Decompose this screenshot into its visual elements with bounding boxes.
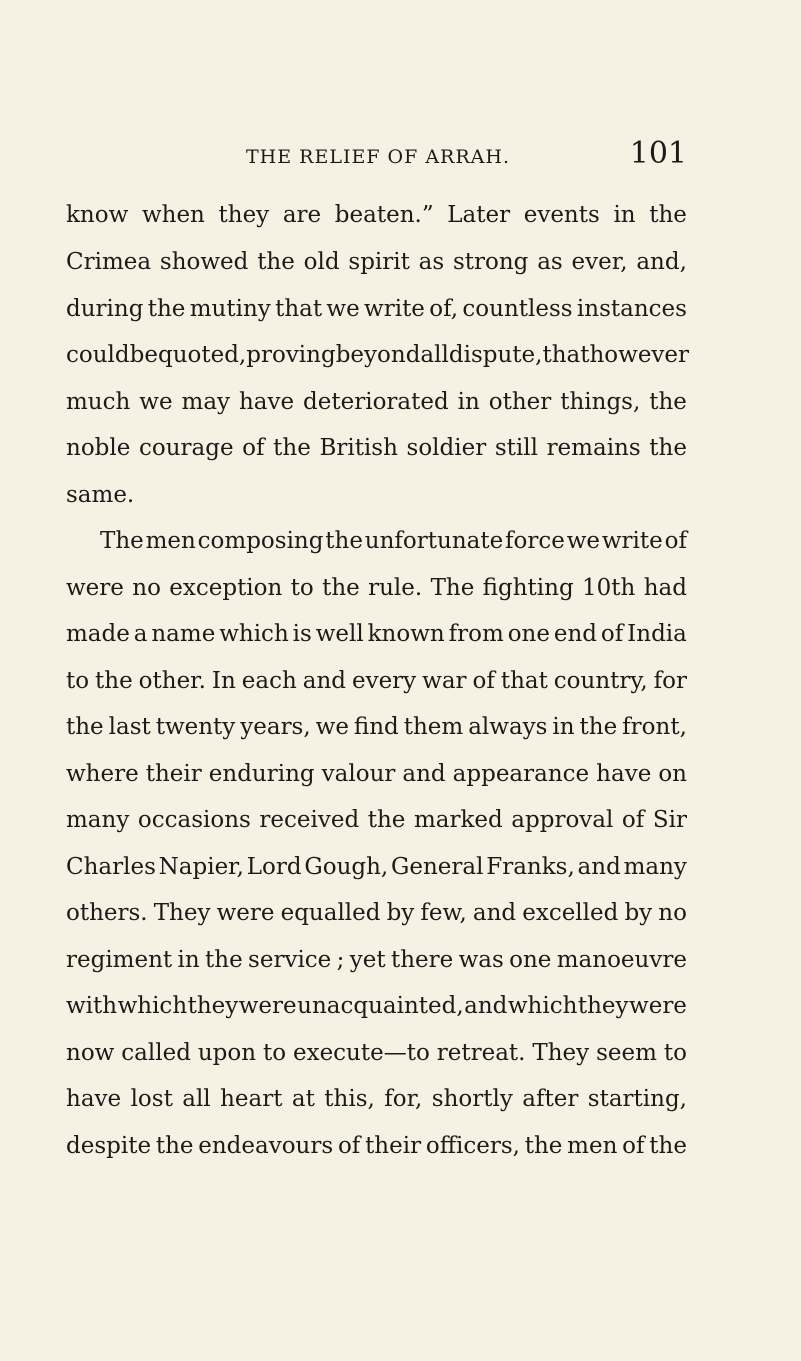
word: to [290,575,314,601]
text-line [66,296,687,340]
word: endeavours [198,1133,334,1159]
text-line [66,389,687,433]
word: dispute, [448,342,543,368]
word: men [567,1133,618,1159]
word: old [303,249,340,275]
word: regiment [66,947,173,973]
word: unfortunate [364,528,504,554]
word: in [552,714,575,740]
word: the [524,1133,563,1159]
word: were [238,993,297,1019]
word: unacquainted, [297,993,464,1019]
word: country, [553,668,648,694]
text-line [66,249,687,293]
word: Franks, [486,854,575,880]
word: despite [66,1133,152,1159]
word: showed [159,249,249,275]
text-line [66,947,687,991]
word: years, [240,714,311,740]
word: of [664,528,687,554]
word: yet [349,947,386,973]
word: General [391,854,484,880]
word: of [600,621,624,647]
word: of [337,1133,361,1159]
word: Crimea [66,249,152,275]
word: have [238,389,295,415]
word: on [658,761,687,787]
word: exception [169,575,283,601]
word: when [141,202,205,228]
word: for, [384,1086,423,1112]
word: the [66,714,104,740]
word: to [262,1040,287,1066]
word: and [302,668,347,694]
word: have [66,1086,122,1112]
word: deteriorated [303,389,449,415]
word: of, [429,296,459,322]
word: we [315,714,349,740]
word: strong [452,249,529,275]
word: that [275,296,323,322]
paragraph-start-line [100,528,687,572]
word: war [422,668,467,694]
text-line [66,1086,687,1130]
word: known [367,621,445,647]
word: ; [336,947,345,973]
word: the [367,807,406,833]
word: others. [66,900,148,926]
word: spirit [348,249,410,275]
word: and [577,854,621,880]
word: force [505,528,565,554]
word: end [553,621,598,647]
word: by [624,900,653,926]
word: and [402,761,446,787]
word: in [177,947,200,973]
word: to [66,668,90,694]
word: many [66,807,130,833]
word: noble [66,435,131,461]
word: many [623,854,687,880]
word: where [66,761,139,787]
word: British [319,435,398,461]
word: for [653,668,687,694]
word: marked [413,807,503,833]
page-header [66,136,687,180]
word: were [66,575,124,601]
word: which [117,993,188,1019]
word: the [649,1133,687,1159]
word: the [649,389,687,415]
word: had [643,575,687,601]
word: equalled [280,900,381,926]
text-line [66,761,687,805]
word: approval [511,807,614,833]
word: seem [596,1040,657,1066]
word: we [566,528,601,554]
word: the [649,202,687,228]
word: called [121,1040,191,1066]
text-line [66,202,687,246]
word: enduring [208,761,315,787]
word: events [523,202,600,228]
word: there [390,947,454,973]
word: could [66,342,130,368]
word: their [365,1133,422,1159]
word: occasions [137,807,251,833]
text-line [66,1040,687,1084]
text-line [66,854,687,898]
text-line [66,482,687,526]
word: now [66,1040,115,1066]
word: The [100,528,144,554]
word: Gough, [304,854,389,880]
word: beaten.” [334,202,434,228]
word: manoeuvre [556,947,687,973]
word: in [457,389,480,415]
word: by [386,900,415,926]
word: of [472,668,495,694]
word: They [532,1040,590,1066]
word: that [500,668,548,694]
word: excelled [522,900,619,926]
word: as [418,249,445,275]
word: countless [462,296,573,322]
text-line [66,714,687,758]
text-line [66,435,687,479]
word: service [248,947,332,973]
word: this, [324,1086,375,1112]
word: lost [130,1086,173,1112]
word: beyond [335,342,421,368]
word: well [315,621,364,647]
running-head: THE RELIEF OF ARRAH. [246,146,511,168]
word: of [621,807,645,833]
word: each [241,668,297,694]
word: have [596,761,652,787]
word: the [95,668,133,694]
word: of [242,435,265,461]
word: the [155,1133,194,1159]
word: shortly [431,1086,513,1112]
word: during [66,296,144,322]
word: They [153,900,211,926]
word: which [507,993,578,1019]
word: with [66,993,118,1019]
page-number: 101 [629,136,687,171]
text-line [66,900,687,944]
word: fighting [482,575,574,601]
word: the [325,528,363,554]
word: other [488,389,552,415]
word: upon [197,1040,257,1066]
word: and, [636,249,687,275]
word: the [579,714,618,740]
word: front, [622,714,687,740]
word: to [663,1040,687,1066]
word: soldier [406,435,487,461]
word: name [151,621,216,647]
word: officers, [425,1133,520,1159]
word: Napier, [158,854,244,880]
word: their [145,761,202,787]
word: and [464,993,508,1019]
text-line [66,575,687,619]
word: the [147,296,186,322]
word: was [458,947,504,973]
word: heart [220,1086,283,1112]
word: received [259,807,360,833]
word: in [613,202,636,228]
text-line [66,1133,687,1177]
word: them [403,714,464,740]
word: are [282,202,322,228]
word: much [66,389,131,415]
word: find [353,714,399,740]
word: still [494,435,538,461]
word: The [430,575,475,601]
word: 10th [582,575,636,601]
word: proving [246,342,336,368]
word: of [622,1133,645,1159]
word: Lord [246,854,302,880]
word: In [211,668,236,694]
word: starting, [587,1086,687,1112]
word: they [218,202,270,228]
word: the [649,435,687,461]
word: always [468,714,548,740]
word: a [133,621,148,647]
word: the [322,575,360,601]
word: no [658,900,687,926]
word: things, [560,389,641,415]
word: Later [447,202,511,228]
text-line [66,807,687,851]
word: the [273,435,311,461]
word: quoted, [157,342,247,368]
word: instances [576,296,687,322]
word: India [627,621,687,647]
word: be [129,342,158,368]
text-line [66,668,687,712]
word: Charles [66,854,156,880]
word: mutiny [189,296,271,322]
word: Sir [652,807,687,833]
word: courage [138,435,234,461]
word: valour [321,761,396,787]
word: other. [138,668,206,694]
word: made [66,621,130,647]
word: same. [66,482,135,508]
word: twenty [155,714,236,740]
word: all [420,342,449,368]
word: we [326,296,360,322]
word: one [507,621,550,647]
word: at [291,1086,315,1112]
word: from [448,621,504,647]
word: no [132,575,161,601]
word: may [181,389,231,415]
word: which [219,621,289,647]
word: the [205,947,243,973]
word: one [509,947,552,973]
word: they [577,993,629,1019]
word: remains [546,435,641,461]
word: every [351,668,417,694]
word: rule. [368,575,423,601]
word: and [472,900,517,926]
word: know [66,202,129,228]
word: write [601,528,663,554]
word: appearance [452,761,590,787]
word: retreat. [436,1040,526,1066]
word: the [257,249,295,275]
word: composing [197,528,324,554]
word: however [589,342,690,368]
word: few, [420,900,467,926]
text-line [66,621,687,665]
word: were [629,993,687,1019]
word: that [542,342,590,368]
word: execute—to [292,1040,430,1066]
word: they [187,993,239,1019]
word: write [364,296,425,322]
word: we [139,389,173,415]
text-line [66,993,687,1037]
word: as [537,249,563,275]
word: after [522,1086,579,1112]
word: last [108,714,151,740]
word: were [216,900,275,926]
word: all [182,1086,211,1112]
text-line [66,342,690,386]
word: ever, [571,249,628,275]
word: is [292,621,312,647]
word: men [145,528,196,554]
